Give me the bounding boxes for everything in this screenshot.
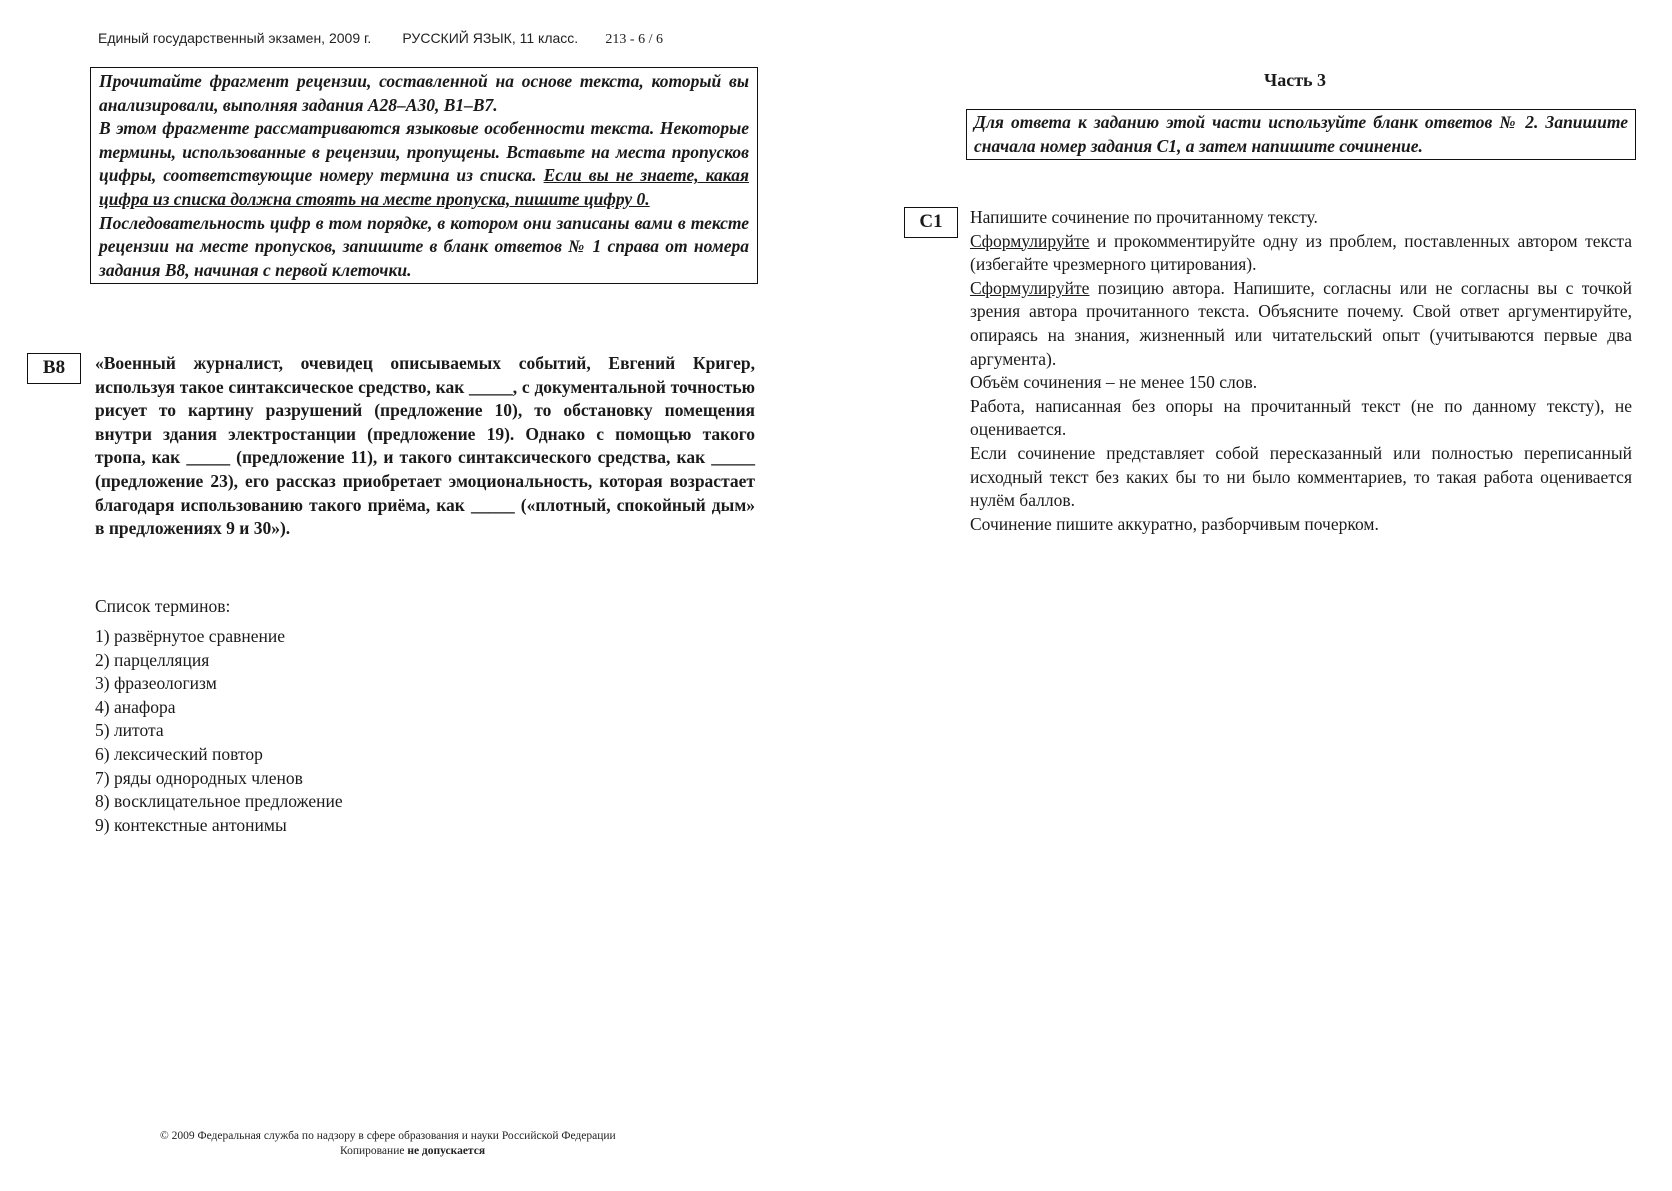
term-item: 4) анафора — [95, 696, 176, 717]
task-label-b8: В8 — [27, 353, 81, 384]
c1-line: Если сочинение представляет собой пересказанный или полностью переписанный исходный текст без каких бы то ни было комментариев, то такая работа оценивается нулём баллов. — [970, 442, 1632, 511]
part3-instructions-text: Для ответа к заданию этой части используйте бланк ответов № 2. Запишите сначала номер задания С1, а затем напишите сочинение. — [974, 112, 1628, 156]
term-item: 3) фразеологизм — [95, 673, 217, 694]
task-label-c1: С1 — [904, 207, 958, 238]
c1-line-text: позицию автора. Напишите, согласны или не согласны вы с точкой зрения автора прочитанного текста. Объясните почему. Свой ответ аргументируйте, опираясь на знания, жизненный или читательский опыт (учитываются первые два аргумента). — [970, 277, 1632, 369]
term-item: 8) восклицательное предложение — [95, 791, 343, 812]
c1-line: Объём сочинения – не менее 150 слов. — [970, 372, 1258, 393]
instructions-underlined: Если вы не знаете, какая цифра из списка должна стоять на месте пропуска, пишите цифру 0. — [99, 165, 750, 209]
part3-title: Часть 3 — [1264, 70, 1327, 90]
copying-notice-bold: не допускается — [407, 1145, 486, 1157]
term-item: 5) литота — [95, 720, 164, 741]
b8-review-text — [95, 352, 755, 541]
exam-title: Единый государственный экзамен, 2009 г. — [98, 30, 372, 46]
formulate-word: Сформулируйте — [970, 230, 1090, 251]
part3-instructions-box — [966, 109, 1636, 160]
instructions-paragraph-2 — [99, 117, 749, 211]
c1-line: Напишите сочинение по прочитанному тексту. — [970, 207, 1318, 227]
b8-paragraph: «Военный журналист, очевидец описываемых событий, Евгений Кригер, используя такое синтаксическое средство, как _____, с документальной точностью рисует то картину разрушений (предложение 10), то обстановку помещения внутри здания электростанции (предложение 19). Однако с помощью такого тропа, как _____ (предложение 11), и такого синтаксического средства, как _____ (предложение 23), его рассказ приобретает эмоциональность, которая возрастает благодаря использованию такого приёма, как _____ («плотный, спокойный дым» в предложениях 9 и 30»). — [95, 353, 755, 539]
copyright-line: © 2009 Федеральная служба по надзору в сфере образования и науки Российской Федерации — [160, 1130, 616, 1142]
page-header — [98, 30, 663, 48]
term-item: 2) парцелляция — [95, 649, 210, 670]
c1-line-text: и прокомментируйте одну из проблем, поставленных автором текста (избегайте чрезмерного цитирования). — [970, 230, 1632, 275]
c1-line: Сочинение пишите аккуратно, разборчивым почерком. — [970, 513, 1379, 534]
page-footer — [160, 1129, 616, 1159]
instructions-paragraph-3: Последовательность цифр в том порядке, в котором они записаны вами в тексте рецензии на месте пропусков, запишите в бланк ответов № 1 справа от номера задания В8, начиная с первой клеточки. — [99, 212, 749, 280]
c1-task-text — [970, 206, 1632, 536]
c1-line — [970, 277, 1632, 371]
copying-notice-text: Копирование — [340, 1145, 408, 1157]
subject-title: РУССКИЙ ЯЗЫК, 11 класс. — [402, 30, 579, 46]
terms-list-title: Список терминов: — [95, 596, 231, 616]
instructions-text: В этом фрагменте рассматриваются языковые особенности текста. Некоторые термины, использованные в рецензии, пропущены. Вставьте на места пропусков цифры, соответствующие номеру термина из списка. — [99, 118, 749, 186]
copying-notice — [160, 1144, 616, 1159]
term-item: 1) развёрнутое сравнение — [95, 626, 285, 646]
formulate-word: Сформулируйте — [970, 277, 1090, 298]
term-item: 6) лексический повтор — [95, 743, 263, 764]
instructions-box — [90, 67, 758, 284]
instructions-paragraph-1: Прочитайте фрагмент рецензии, составленной на основе текста, который вы анализировали, выполняя задания А28–А30, В1–В7. — [99, 71, 749, 115]
c1-line — [970, 230, 1632, 277]
c1-line: Работа, написанная без опоры на прочитанный текст (не по данному тексту), не оценивается. — [970, 395, 1632, 440]
page-number: 213 - 6 / 6 — [605, 32, 663, 47]
term-item: 9) контекстные антонимы — [95, 814, 287, 835]
terms-list — [95, 625, 343, 837]
term-item: 7) ряды однородных членов — [95, 767, 303, 788]
